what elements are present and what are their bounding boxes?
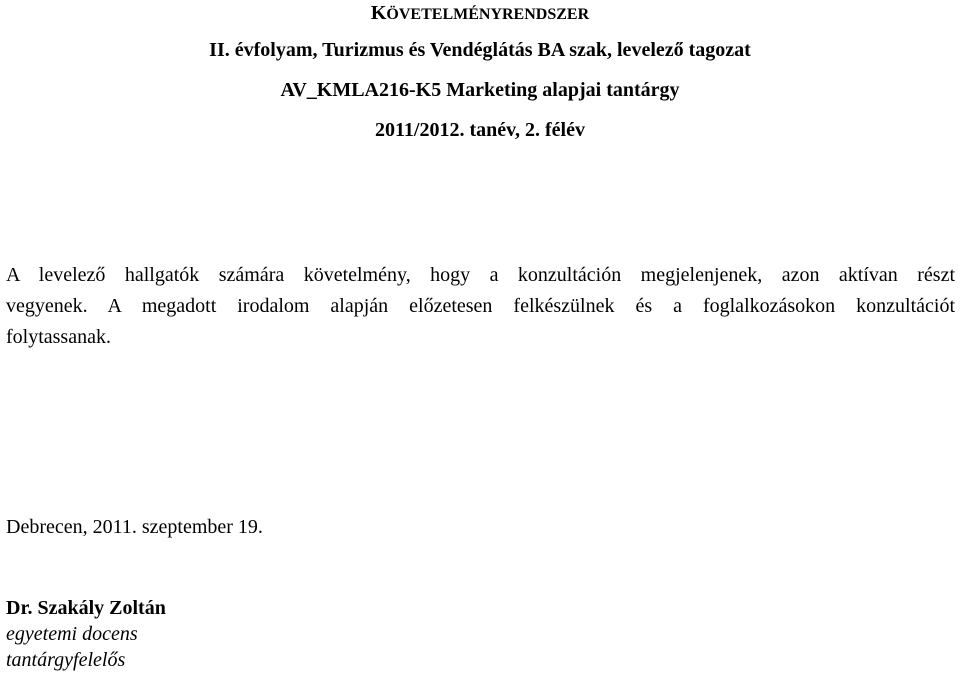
- document-title-rest: ÖVETELMÉNYRENDSZER: [386, 6, 590, 23]
- requirements-paragraph: [6, 262, 955, 355]
- document-title-initial: K: [370, 2, 387, 24]
- course-line: AV_KMLA216-K5 Marketing alapjai tantárgy: [280, 79, 680, 101]
- paragraph-line-1: A levelező hallgatók számára követelmény, hogy a konzultáción megjelenjenek, azon aktívan részt: [6, 264, 955, 286]
- document-title: [0, 2, 960, 25]
- term-line: 2011/2012. tanév, 2. félév: [375, 119, 585, 141]
- paragraph-line-2: vegyenek. A megadott irodalom alapján előzetesen felkészülnek és a foglalkozásokon konzultációt: [6, 295, 955, 317]
- signatory-title: egyetemi docens: [6, 623, 138, 645]
- signature-block: [6, 595, 166, 673]
- paragraph-line-3: folytassanak.: [6, 326, 111, 348]
- signatory-name: Dr. Szakály Zoltán: [6, 597, 166, 619]
- program-line: II. évfolyam, Turizmus és Vendéglátás BA szak, levelező tagozat: [209, 39, 751, 61]
- signatory-role: tantárgyfelelős: [6, 649, 126, 671]
- place-date: Debrecen, 2011. szeptember 19.: [6, 516, 263, 538]
